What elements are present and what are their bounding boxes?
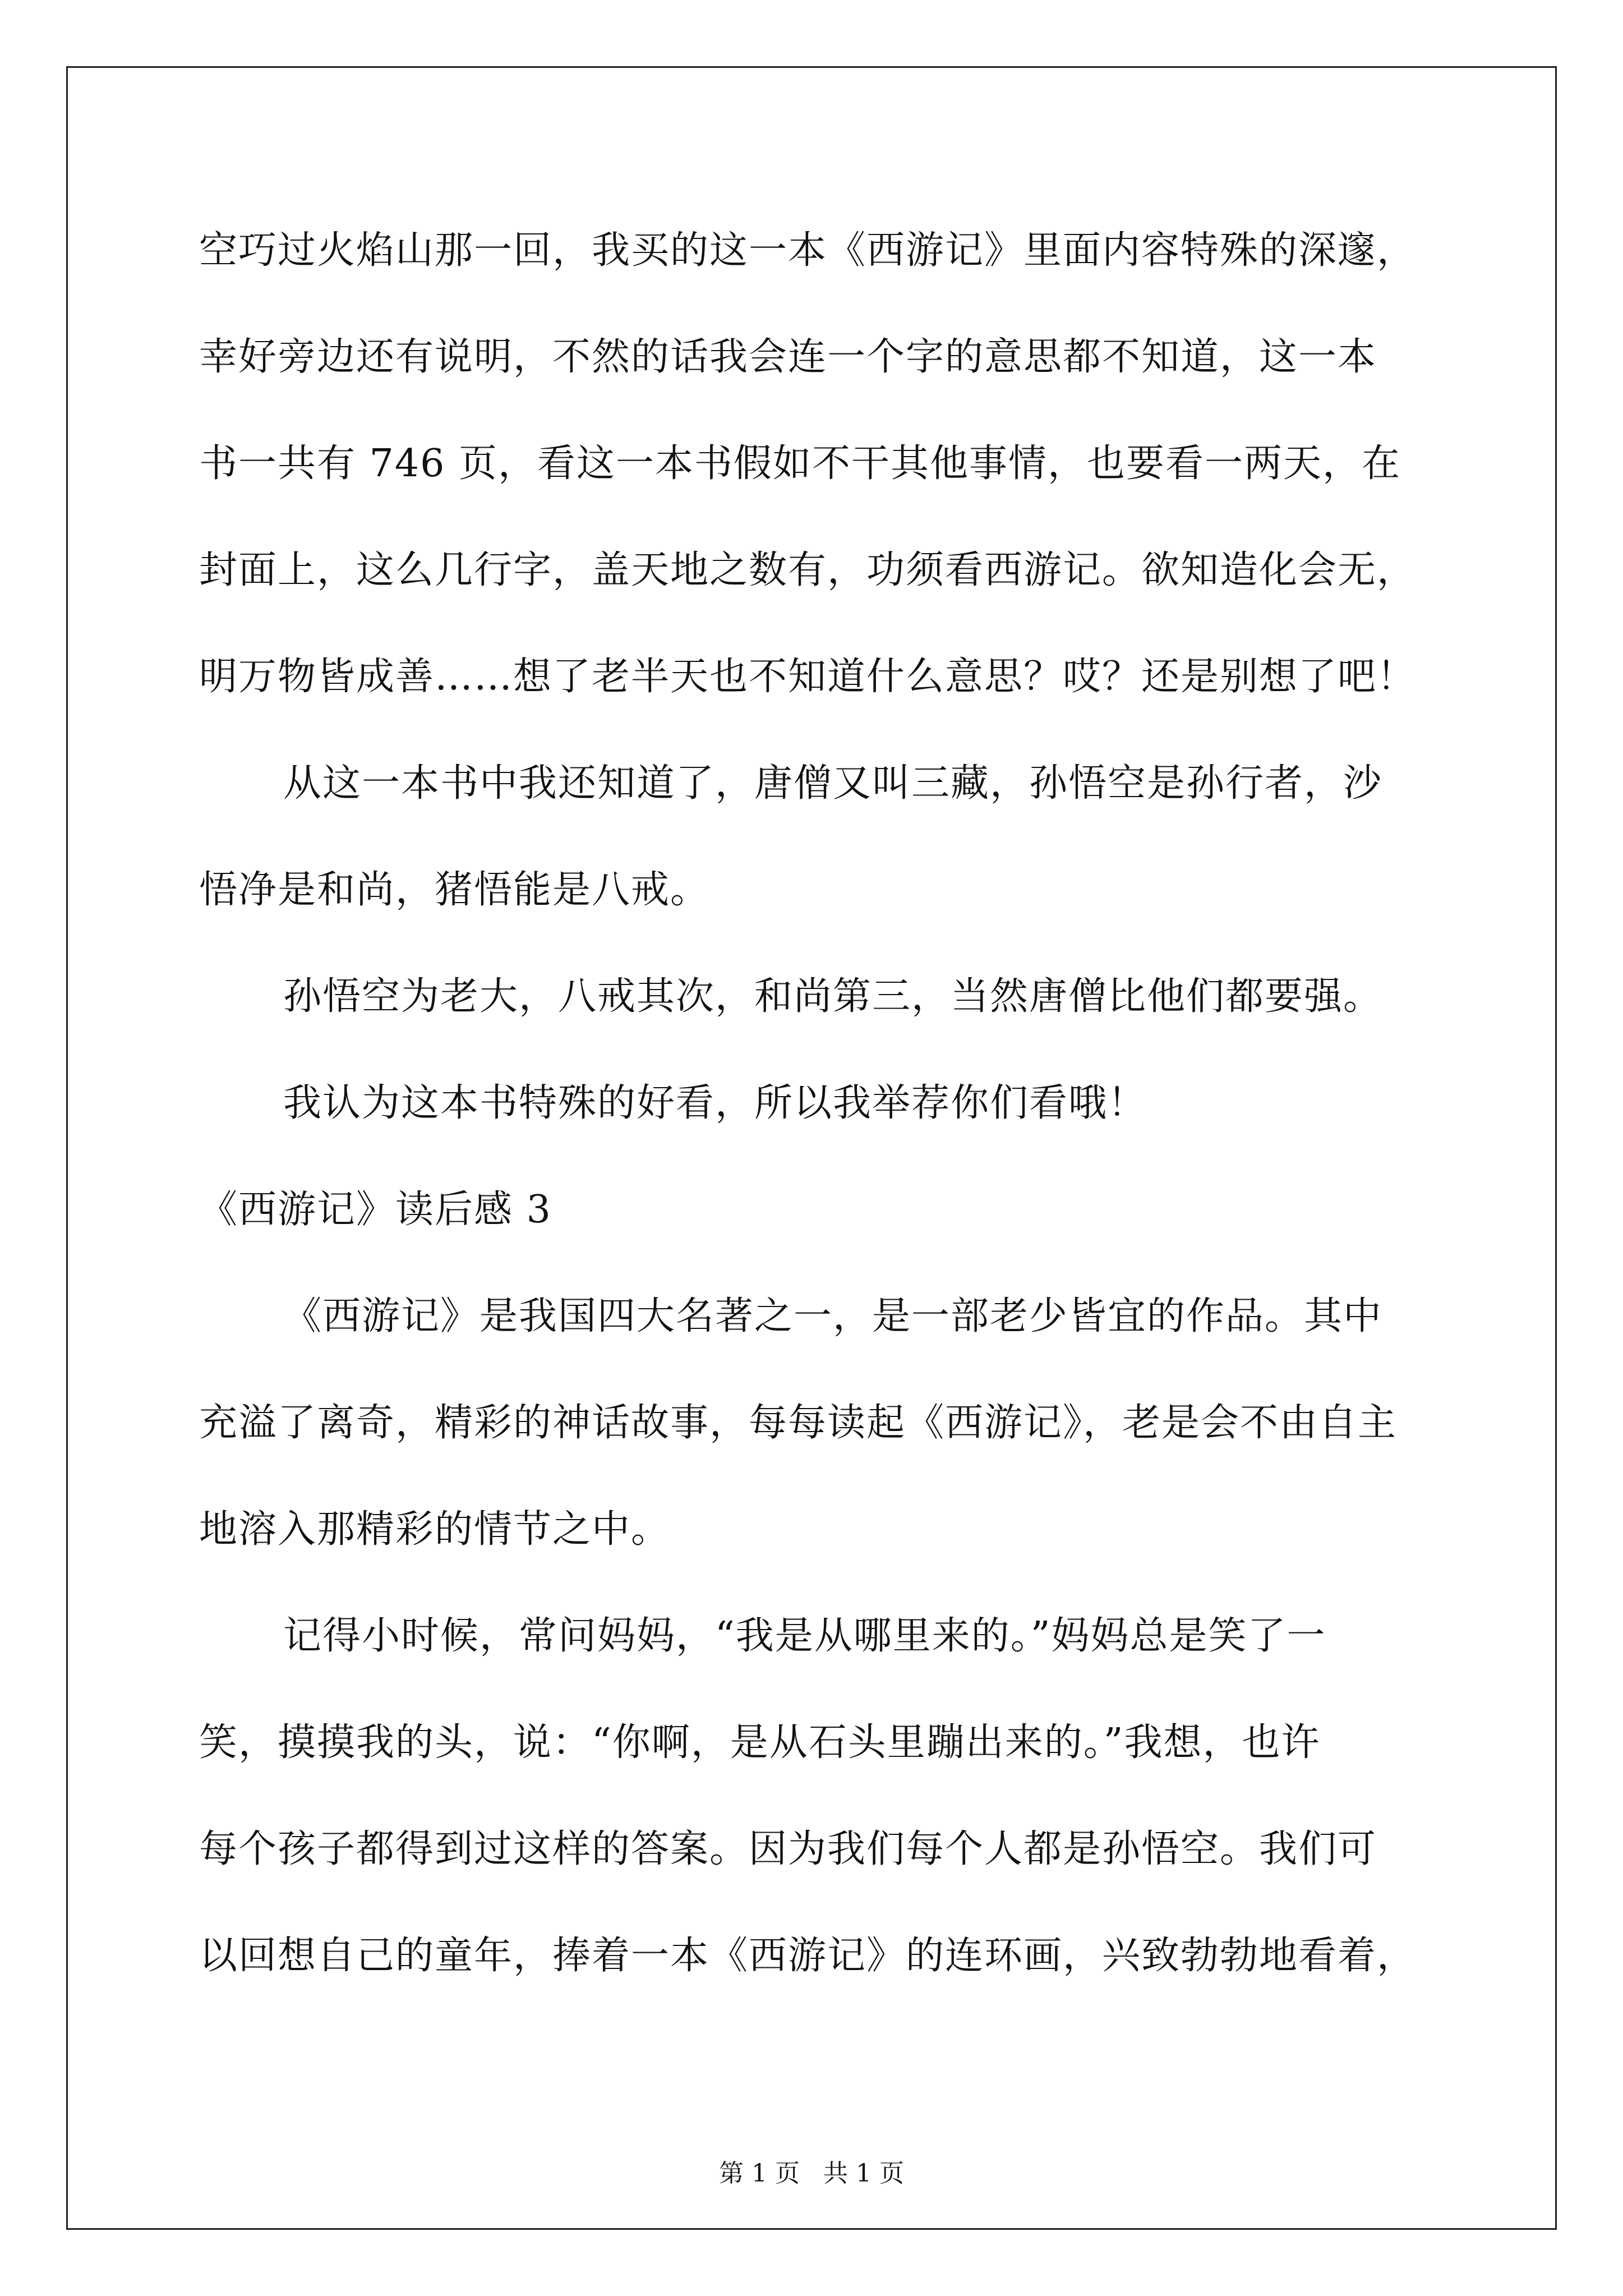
text-line-13: 地溶入那精彩的情节之中。 bbox=[199, 1507, 671, 1552]
text-line-9: 我认为这本书特殊的好看，所以我举荐你们看哦！ bbox=[283, 1081, 1147, 1125]
page-footer: 第 1 页 共 1 页 bbox=[719, 2159, 904, 2188]
text-line-11: 《西游记》是我国四大名著之一，是一部老少皆宜的作品。其中 bbox=[283, 1294, 1383, 1338]
text-line-2: 幸好旁边还有说明，不然的话我会连一个字的意思都不知道，这一本 bbox=[199, 335, 1377, 379]
section-heading: 《西游记》读后感 3 bbox=[199, 1188, 552, 1232]
text-line-16: 每个孩子都得到过这样的答案。因为我们每个人都是孙悟空。我们可 bbox=[199, 1827, 1377, 1871]
text-line-14: 记得小时候，常问妈妈，“我是从哪里来的。”妈妈总是笑了一 bbox=[283, 1614, 1326, 1658]
page-border bbox=[66, 66, 1557, 2230]
text-line-6: 从这一本书中我还知道了，唐僧又叫三藏，孙悟空是孙行者，沙 bbox=[283, 761, 1383, 806]
text-line-3: 书一共有 746 页，看这一本书假如不干其他事情，也要看一两天，在 bbox=[199, 441, 1401, 486]
text-line-1: 空巧过火焰山那一回，我买的这一本《西游记》里面内容特殊的深邃， bbox=[199, 228, 1417, 273]
text-line-17: 以回想自己的童年，捧着一本《西游记》的连环画，兴致勃勃地看着， bbox=[199, 1934, 1417, 1978]
text-line-15: 笑，摸摸我的头，说：“你啊，是从石头里蹦出来的。”我想，也许 bbox=[199, 1720, 1321, 1765]
text-line-8: 孙悟空为老大，八戒其次，和尚第三，当然唐僧比他们都要强。 bbox=[283, 974, 1383, 1019]
text-line-7: 悟净是和尚，猪悟能是八戒。 bbox=[199, 868, 710, 912]
text-line-4: 封面上，这么几行字，盖天地之数有，功须看西游记。欲知造化会无， bbox=[199, 548, 1417, 592]
text-line-5: 明万物皆成善……想了老半天也不知道什么意思？哎？还是别想了吧！ bbox=[199, 655, 1417, 699]
text-line-12: 充溢了离奇，精彩的神话故事，每每读起《西游记》，老是会不由自主 bbox=[199, 1401, 1398, 1445]
